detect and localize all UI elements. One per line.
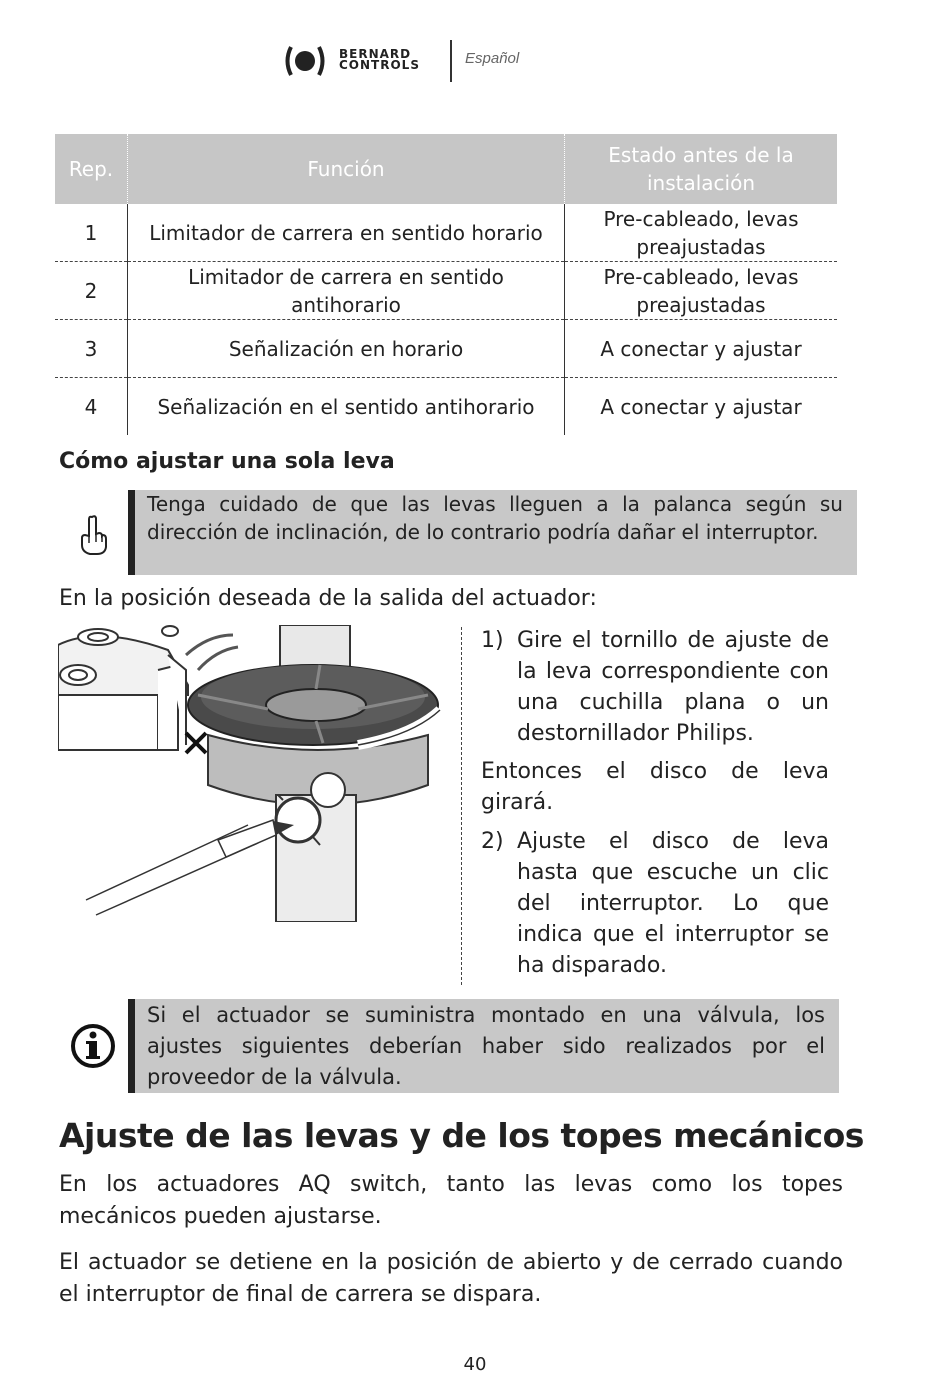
table-row [55, 320, 837, 378]
intro-paragraph: En la posición deseada de la salida del actuador: [59, 586, 597, 611]
steps-list [481, 625, 829, 981]
language-label: Español [465, 50, 520, 67]
step-1-text: Gire el tornillo de ajuste de la leva correspondiente con una cuchilla plana o un destornillador Philips. [517, 628, 829, 746]
step-between-text: Entonces el disco de leva girará. [481, 759, 829, 815]
pointing-hand-icon [78, 514, 108, 556]
col-header-state: Estado antes de la instalación [565, 134, 838, 204]
body-paragraph: El actuador se detiene en la posición de abierto y de cerrado cuando el interruptor de final de carrera se dispara. [59, 1250, 843, 1307]
step-1 [481, 625, 829, 749]
bernard-logo-icon [283, 44, 327, 78]
step-2 [481, 826, 829, 981]
table-row [55, 378, 837, 436]
cell-rep: 4 [55, 378, 128, 436]
cell-rep: 3 [55, 320, 128, 378]
table-row [55, 204, 837, 262]
section-subtitle: Cómo ajustar una sola leva [59, 449, 395, 474]
cell-rep: 2 [55, 262, 128, 320]
step-2-number: 2) [481, 829, 504, 854]
cell-state: Pre-cableado, levas preajustadas [603, 206, 799, 259]
step-2-text: Ajuste el disco de leva hasta que escuche un clic del interruptor. Lo que indica que el interruptor se ha disparado. [517, 829, 829, 978]
column-divider [461, 627, 462, 985]
table-row [55, 262, 837, 320]
page-number: 40 [463, 1354, 487, 1375]
brand-line-1: BERNARD [339, 47, 412, 61]
cam-adjustment-illustration [58, 625, 448, 922]
info-icon [70, 1023, 116, 1069]
col-header-rep: Rep. [55, 134, 128, 204]
info-note: Si el actuador se suministra montado en una válvula, los ajustes siguientes deberían haber sido realizados por el proveedor de la válvula. [128, 999, 839, 1093]
table-header-row [55, 134, 837, 204]
section-title: Ajuste de las levas y de los topes mecánicos [59, 1116, 864, 1155]
cell-function: Señalización en el sentido antihorario [128, 378, 565, 436]
col-header-function: Función [128, 134, 565, 204]
cell-function: Señalización en horario [128, 320, 565, 378]
cell-state: A conectar y ajustar [565, 378, 838, 436]
warning-note: Tenga cuidado de que las levas lleguen a la palanca según su dirección de inclinación, de lo contrario podría dañar el interruptor. [128, 490, 857, 575]
body-paragraph: En los actuadores AQ switch, tanto las levas como los topes mecánicos pueden ajustarse. [59, 1172, 843, 1229]
cell-function: Limitador de carrera en sentido antihorario [128, 262, 565, 320]
cell-rep: 1 [55, 204, 128, 262]
step-1-number: 1) [481, 628, 504, 653]
cell-state: Pre-cableado, levas preajustadas [565, 262, 838, 320]
cell-state: A conectar y ajustar [565, 320, 838, 378]
switch-function-table [55, 134, 837, 435]
bernard-controls-logo [283, 42, 443, 82]
header-divider [450, 40, 452, 82]
cell-function: Limitador de carrera en sentido horario [128, 204, 565, 262]
brand-line-2: CONTROLS [339, 58, 420, 72]
